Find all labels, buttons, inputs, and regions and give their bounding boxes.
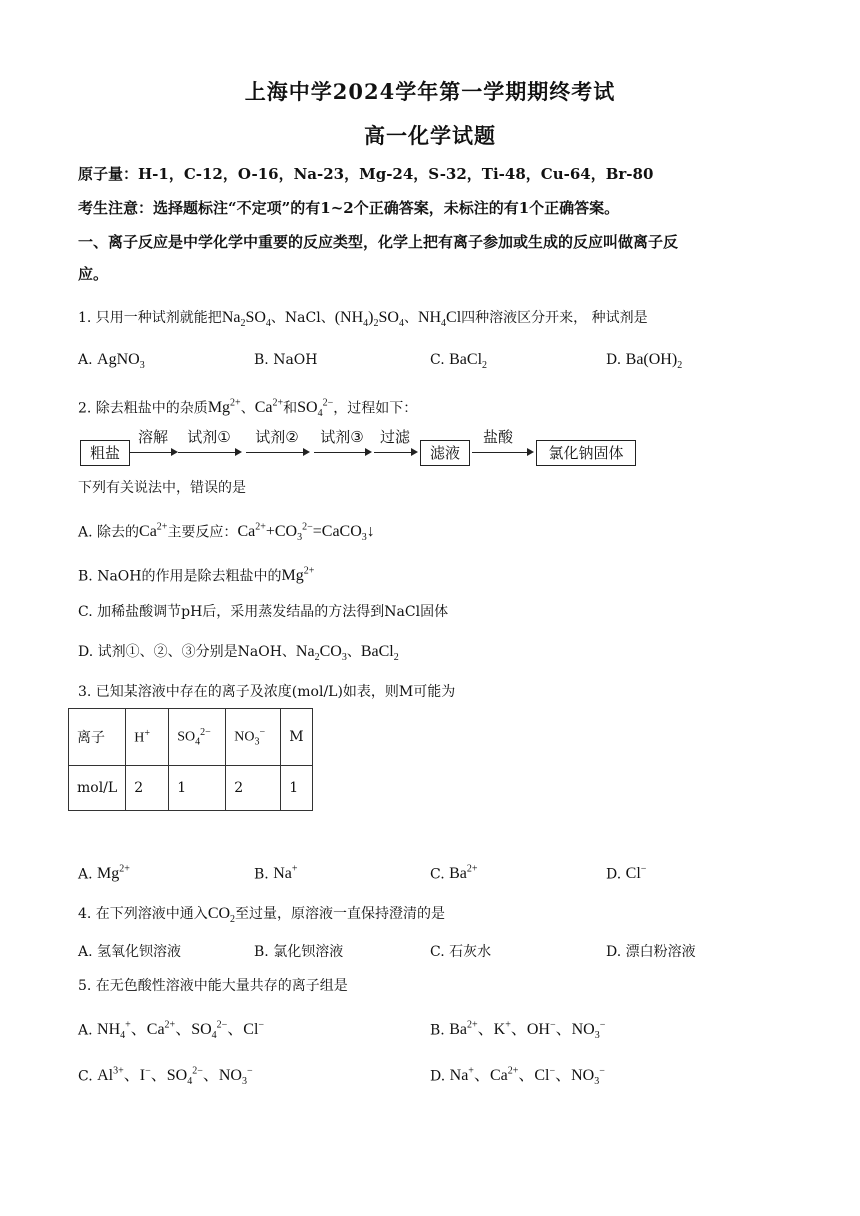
atomic-masses: 原子量：H-1，C-12，O-16，Na-23，Mg-24，S-32，Ti-48，Cu-64，Br-80	[78, 165, 654, 183]
table-cell: 1	[169, 766, 226, 811]
q5-option-b[interactable]: B. $Ba^{2+}$、K+、OH−、$NO_3^-$	[430, 1020, 606, 1042]
q1-stem-mid1: 、NaCl、	[270, 310, 335, 326]
q5-option-c[interactable]: C. $Al^{3+}$、I−、$SO_4^{2-}$、$NO_3^-$	[78, 1066, 253, 1088]
question-3: 3. 已知某溶液中存在的离子及浓度(mol/L)如表，则M可能为	[78, 684, 456, 700]
section-intro-line1: 一、离子反应是中学化学中重要的反应类型，化学上把有离子参加或生成的反应叫做离子反	[78, 233, 679, 251]
flow-step-reagent-2: 试剂②	[255, 428, 299, 446]
q1-option-b[interactable]: B. NaOH	[254, 352, 318, 368]
flow-step-reagent-1: 试剂①	[187, 428, 231, 446]
q3-option-c[interactable]: C. $Ba^{2+}$	[430, 864, 478, 883]
table-cell: 2	[226, 766, 281, 811]
flow-arrow	[472, 452, 532, 453]
q4-option-c[interactable]: C. 石灰水	[430, 944, 492, 960]
q1-option-a[interactable]: A. AgNO$_3$	[78, 351, 145, 372]
q4-option-a[interactable]: A. 氢氧化钡溶液	[78, 944, 182, 960]
q1-stem-suffix: 四种溶液区分开来， 种试剂是	[461, 310, 648, 326]
q4-option-b[interactable]: B. 氯化钡溶液	[254, 944, 344, 960]
q2-question: 下列有关说法中，错误的是	[78, 480, 246, 496]
question-1: 1. 只用一种试剂就能把$Na_2SO_4$、NaCl、$(NH_4)_2SO_4$、$NH_4Cl$四种溶液区分开来， 种试剂是	[78, 309, 648, 330]
q2-option-a[interactable]: A. 除去的$Ca^{2+}$主要反应：$Ca^{2+}+CO_3^{2-}=CaCO_3↓$	[78, 522, 375, 544]
table-cell: 1	[281, 766, 312, 811]
purification-flow-diagram	[78, 428, 638, 468]
flow-box-nacl-solid: 氯化钠固体	[536, 440, 636, 466]
table-cell: 2	[126, 766, 169, 811]
q1-stem-mid2: 、	[403, 310, 418, 326]
q1-option-c[interactable]: C. BaCl$_2$	[430, 351, 488, 372]
section-intro-line2: 应。	[78, 265, 109, 283]
table-row-head: mol/L	[69, 766, 126, 811]
q2-option-d[interactable]: D. 试剂①、②、③分别是NaOH、$Na_2CO_3$、BaCl$_2$	[78, 643, 399, 664]
flow-arrow	[246, 452, 308, 453]
exam-notice: 考生注意：选择题标注“不定项”的有1~2个正确答案，未标注的有1个正确答案。	[78, 199, 620, 217]
flow-step-reagent-3: 试剂③	[320, 428, 364, 446]
flow-step-filter: 过滤	[379, 428, 410, 446]
question-5: 5. 在无色酸性溶液中能大量共存的离子组是	[78, 978, 348, 994]
exam-subtitle: 高一化学试题	[364, 123, 496, 148]
table-row-head: 离子	[69, 709, 126, 766]
table-cell: H+	[126, 709, 169, 766]
exam-title: 上海中学2024学年第一学期期终考试	[244, 79, 616, 104]
q1-option-d[interactable]: D. $Ba(OH)_2$	[606, 351, 683, 372]
table-cell: $NO_3^-$	[226, 709, 281, 766]
flow-arrow	[178, 452, 240, 453]
flow-step-dissolve: 溶解	[137, 428, 168, 446]
table-cell: M	[281, 709, 312, 766]
flow-box-crude-salt: 粗盐	[80, 440, 130, 466]
flow-arrow	[314, 452, 370, 453]
q3-option-a[interactable]: A. $Mg^{2+}$	[78, 864, 130, 883]
question-4: 4. 在下列溶液中通入$CO_2$至过量，原溶液一直保持澄清的是	[78, 905, 446, 926]
q5-option-a[interactable]: A. $NH_4^+$、$Ca^{2+}$、$SO_4^{2-}$、Cl−	[78, 1020, 265, 1042]
table-cell: $SO_4^{2-}$	[169, 709, 226, 766]
flow-arrow	[130, 452, 176, 453]
q3-option-d[interactable]: D. Cl−	[606, 864, 647, 883]
ion-concentration-table	[68, 708, 313, 811]
q5-option-d[interactable]: D. Na+、$Ca^{2+}$、Cl−、$NO_3^-$	[430, 1066, 605, 1088]
question-2: 2. 除去粗盐中的杂质$Mg^{2+}$、$Ca^{2+}$和$SO_4^{2-}$，过程如下：	[78, 398, 418, 420]
flow-arrow	[374, 452, 416, 453]
flow-box-filtrate: 滤液	[420, 440, 470, 466]
q2-option-b[interactable]: B. NaOH的作用是除去粗盐中的$Mg^{2+}$	[78, 566, 315, 585]
q1-stem-prefix: 1. 只用一种试剂就能把	[78, 310, 222, 326]
q2-option-c[interactable]: C. 加稀盐酸调节pH后，采用蒸发结晶的方法得到NaCl固体	[78, 604, 449, 620]
flow-step-hcl: 盐酸	[482, 428, 513, 446]
q4-option-d[interactable]: D. 漂白粉溶液	[606, 944, 696, 960]
q3-option-b[interactable]: B. Na+	[254, 864, 298, 883]
